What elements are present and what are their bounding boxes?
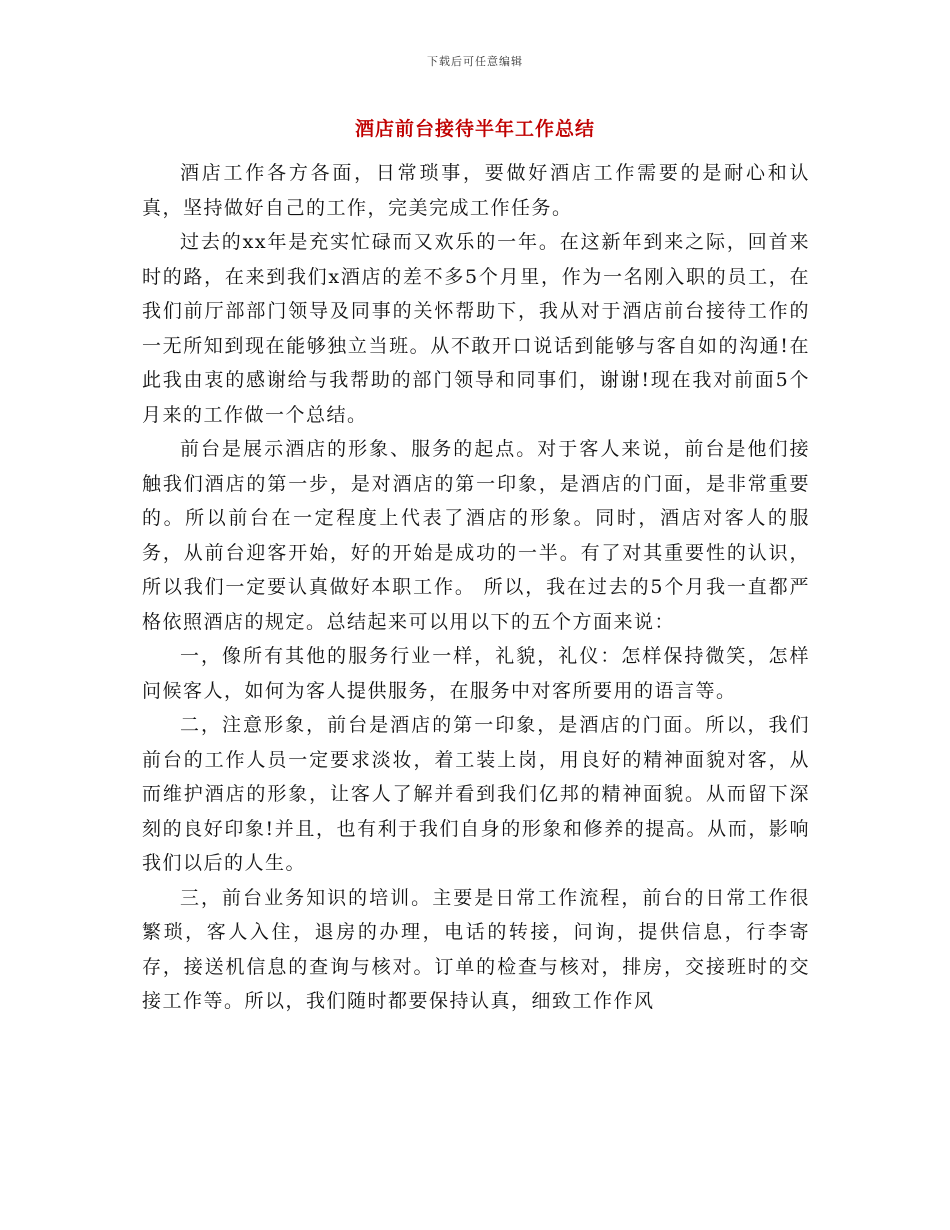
paragraph: 前台是展示酒店的形象、服务的起点。对于客人来说，前台是他们接触我们酒店的第一步，是对酒店的第一印象，是酒店的门面，是非常重要的。所以前台在一定程度上代表了酒店的形象。同时，酒店对客人的服务，从前台迎客开始，好的开始是成功的一半。有了对其重要性的认识，所以我们一定要认真做好本职工作。 所以，我在过去的5个月我一直都严格依照酒店的规定。总结起来可以用以下的五个方面来说： (142, 438, 810, 633)
paragraph: 过去的xx年是充实忙碌而又欢乐的一年。在这新年到来之际，回首来时的路，在来到我们x酒店的差不多5个月里，作为一名刚入职的员工，在我们前厅部部门领导及同事的关怀帮助下，我从对于酒店前台接待工作的一无所知到现在能够独立当班。从不敢开口说话到能够与客自如的沟通!在此我由衷的感谢给与我帮助的部门领导和同事们，谢谢!现在我对前面5个月来的工作做一个总结。 (142, 231, 810, 426)
document-title: 酒店前台接待半年工作总结 (354, 118, 595, 140)
document-body (142, 156, 810, 1019)
paragraph: 二，注意形象，前台是酒店的第一印象，是酒店的门面。所以，我们前台的工作人员一定要求淡妆，着工装上岗，用良好的精神面貌对客，从而维护酒店的形象，让客人了解并看到我们亿邦的精神面貌。从而留下深刻的良好印象!并且，也有利于我们自身的形象和修养的提高。从而，影响我们以后的人生。 (142, 714, 810, 874)
paragraph: 三，前台业务知识的培训。主要是日常工作流程，前台的日常工作很繁琐，客人入住，退房的办理，电话的转接，问询，提供信息，行李寄存，接送机信息的查询与核对。订单的检查与核对，排房，交接班时的交接工作等。所以，我们随时都要保持认真，细致工作作风 (142, 886, 810, 1012)
header-note: 下载后可任意编辑 (427, 55, 523, 68)
paragraph: 一，像所有其他的服务行业一样，礼貌，礼仪：怎样保持微笑，怎样问候客人，如何为客人提供服务，在服务中对客所要用的语言等。 (142, 645, 810, 702)
paragraph: 酒店工作各方各面，日常琐事，要做好酒店工作需要的是耐心和认真，坚持做好自己的工作，完美完成工作任务。 (142, 162, 810, 219)
